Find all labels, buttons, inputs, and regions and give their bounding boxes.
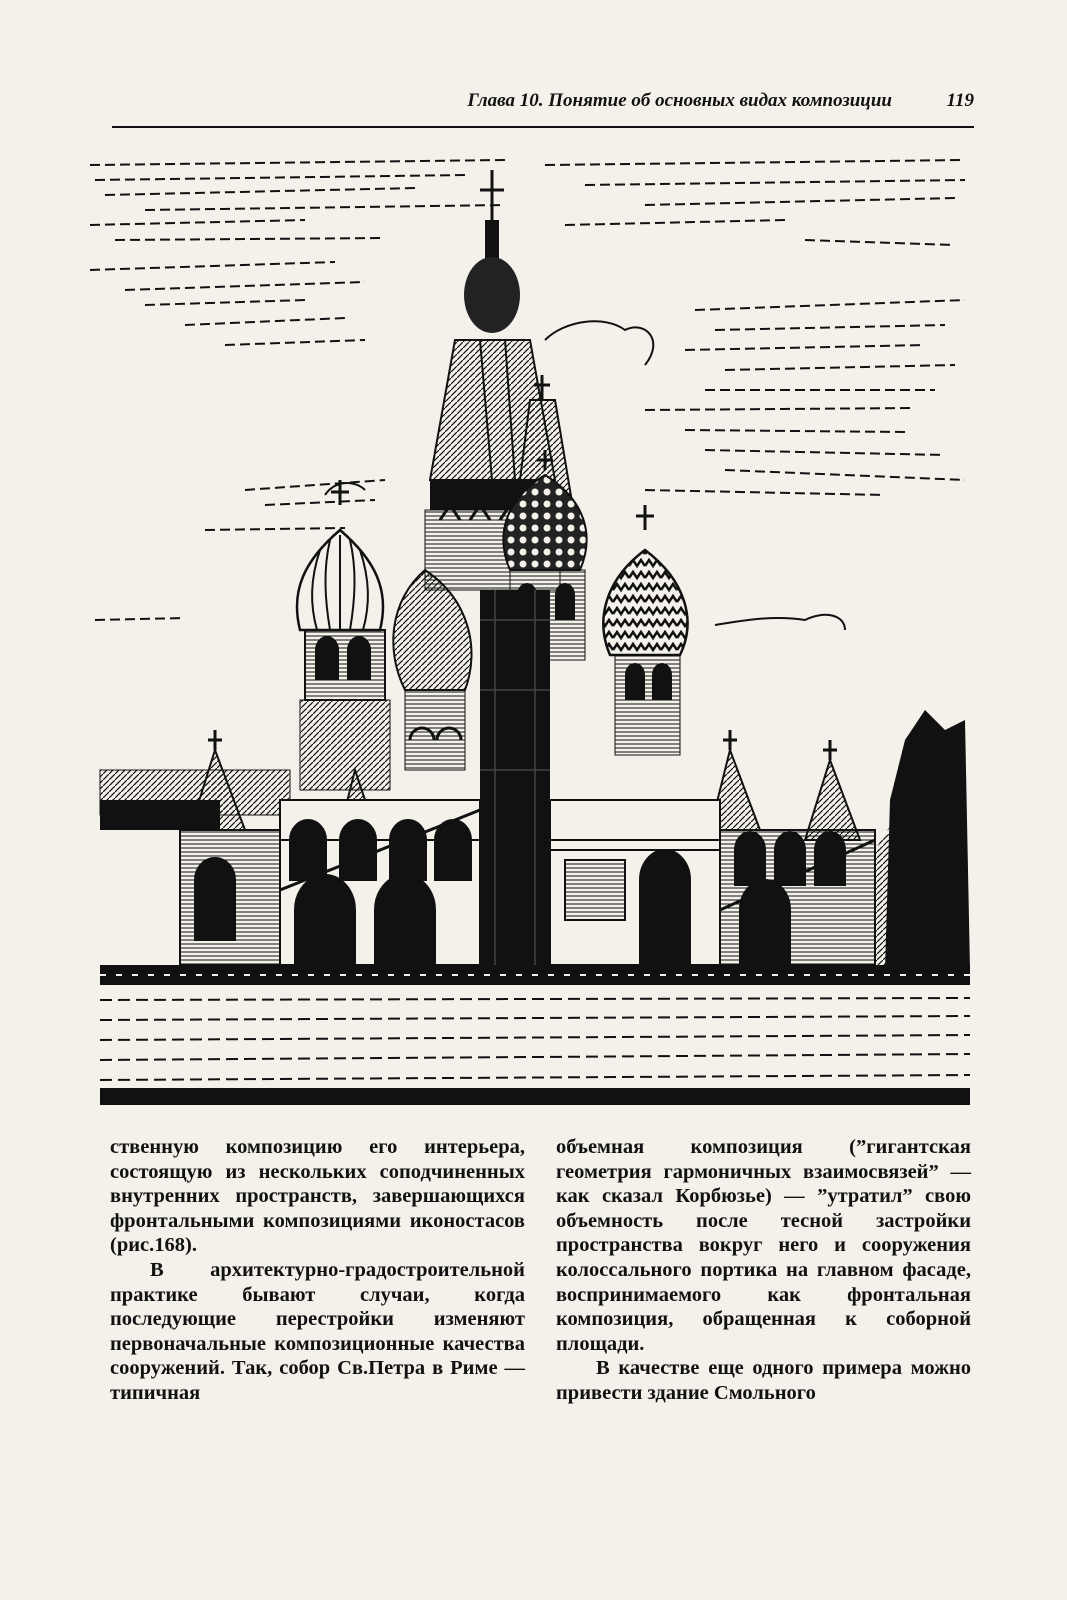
paragraph: В архитектурно-градостроительной практике бывают случаи, когда последующие перестройки изменяют первоначальные композиционные качества сооружений. Так, собор Св.Петра в Риме — типичная [110, 1258, 525, 1404]
trees [875, 710, 970, 970]
cathedral-drawing [85, 150, 975, 1105]
paragraph: ственную композицию его интерьера, состоящую из нескольких соподчиненных внутренних пространств, завершающихся фронтальными композициями иконостасов (рис.168). [110, 1136, 525, 1257]
left-text-column [110, 1135, 525, 1406]
left-onion-dome [297, 480, 390, 790]
page-number: 119 [946, 90, 974, 111]
right-text-column [556, 1135, 971, 1406]
cloud-outline [545, 321, 653, 365]
left-center-onion-dome [393, 570, 471, 770]
paragraph: В качестве еще одного примера можно привести здание Смольного [556, 1357, 971, 1404]
right-zigzag-onion-dome [603, 505, 687, 755]
running-header [112, 88, 974, 128]
paragraph: объемная композиция (”гигантская геометрия гармоничных взаимосвязей” — как сказал Корбюзье) — ”утратил” свою объемность после тесной застройки пространства вокруг него и сооружения колоссального портика на главном фасаде, воспринимаемого как фронтальная композиция, обращенная к соборной площади. [556, 1136, 971, 1355]
cobblestone-ground [100, 998, 970, 1080]
cathedral-illustration [85, 150, 975, 1105]
chapter-title: Глава 10. Понятие об основных видах композиции [467, 90, 892, 111]
